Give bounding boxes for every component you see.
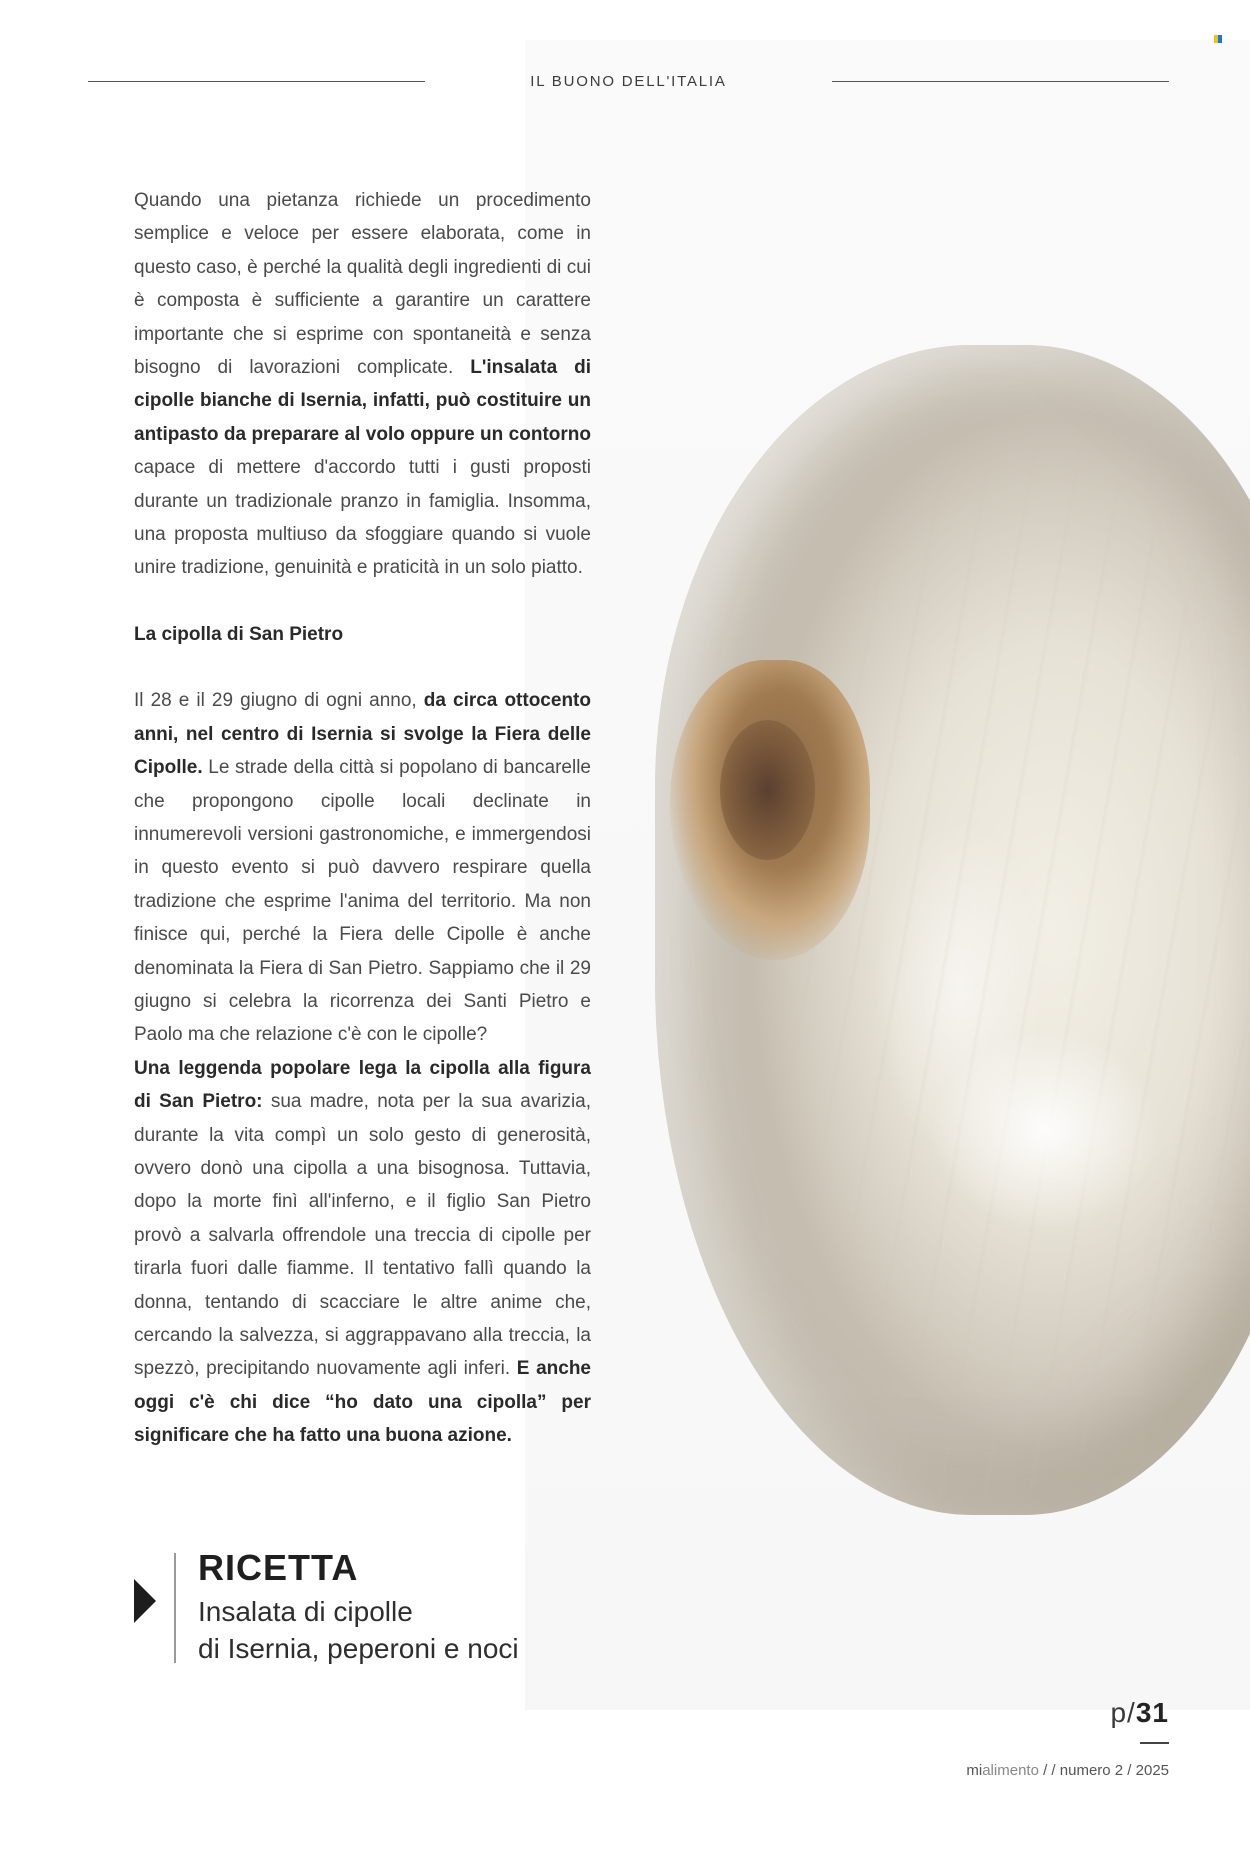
leggenda-bold-2: E anche oggi c'è chi dice “ho dato una cipolla” per significare che ha fatto una buona azione. [134, 1358, 591, 1447]
intro-text-1: Quando una pietanza richiede un procedimento semplice e veloce per essere elaborata, come in questo caso, è perché la qualità degli ingredienti di cui è composta è sufficiente a garantire un carattere importante che si esprime con spontaneità e senza bisogno di lavorazioni complicate. [134, 190, 591, 379]
recipe-label: RICETTA [198, 1547, 359, 1588]
leggenda-paragraph [134, 1052, 591, 1453]
fiera-text-1: Il 28 e il 29 giugno di ogni anno, [134, 690, 417, 712]
subheading: La cipolla di San Pietro [134, 623, 344, 645]
leggenda-text-1: sua madre, nota per la sua avarizia, durante la vita compì un solo gesto di generosità, ovvero donò una cipolla a una bisognosa. Tuttavia, dopo la morte finì all'inferno, e il figlio San Pietro provò a salvarla offrendole una treccia di cipolle per tirarla fuori dalle fiamme. Il tentativo fallì quando la donna, tentando di scacciare le altre anime che, cercando la salvezza, si aggrappavano alla treccia, la spezzò, precipitando nuovamente agli inferi. [134, 1091, 592, 1380]
page-number-rule [1140, 1742, 1169, 1744]
recipe-divider [174, 1553, 176, 1663]
fiera-bold-1: da circa ottocento anni, nel centro di Isernia si svolge la Fiera delle Cipolle. [134, 690, 591, 779]
page-prefix: p/ [1110, 1697, 1136, 1728]
recipe-callout[interactable] [134, 1545, 604, 1665]
brand-bold: mi [966, 1762, 983, 1779]
issue-text: / / numero 2 / 2025 [1038, 1762, 1169, 1779]
play-arrow-icon [134, 1579, 156, 1623]
recipe-title-line-2: di Isernia, peperoni e noci [198, 1633, 519, 1664]
page-number [1110, 1697, 1169, 1729]
onion-root-core [720, 720, 815, 860]
corner-color-mark [1214, 35, 1222, 43]
recipe-title-line-1: Insalata di cipolle [198, 1596, 413, 1627]
article-body [134, 184, 591, 1453]
recipe-title [198, 1593, 598, 1667]
fiera-text-2: Le strade della città si popolano di bancarelle che propongono cipolle locali declinate in innumerevoli versioni gastronomiche, e immergendosi in questo evento si può davvero respirare quella tradizione che esprime l'anima del territorio. Ma non finisce qui, perché la Fiera delle Cipolle è anche denominata la Fiera di San Pietro. Sappiamo che il 29 giugno si celebra la ricorrenza dei Santi Pietro e Paolo ma che relazione c'è con le cipolle? [134, 757, 591, 1046]
section-title: IL BUONO DELL'ITALIA [530, 73, 727, 90]
brand-light: alimento [982, 1762, 1039, 1779]
footer-issue [966, 1762, 1169, 1779]
intro-bold-1: L'insalata di cipolle bianche di Isernia, infatti, può costituire un antipasto da preparare al volo oppure un contorno [134, 357, 592, 445]
intro-text-2: capace di mettere d'accordo tutti i gusti proposti durante un tradizionale pranzo in famiglia. Insomma, una proposta multiuso da sfoggiare quando si vuole unire tradizione, genuinità e praticità in un solo piatto. [134, 457, 591, 579]
leggenda-bold-1: Una leggenda popolare lega la cipolla alla figura di San Pietro: [134, 1057, 591, 1113]
fiera-paragraph [134, 684, 591, 1051]
onion-highlight [930, 1030, 1160, 1230]
intro-paragraph [134, 184, 591, 585]
page-number-value: 31 [1135, 1697, 1169, 1728]
header-rule-right [832, 81, 1169, 82]
header-rule-left [88, 81, 425, 82]
